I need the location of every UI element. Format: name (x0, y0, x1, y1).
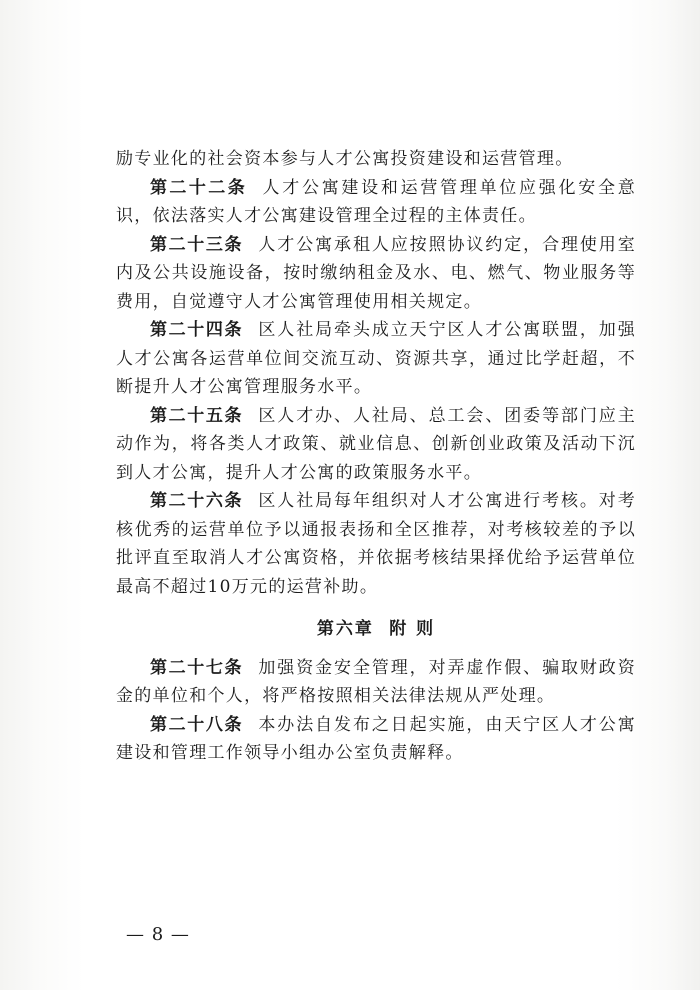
chapter-title: 附 则 (389, 619, 436, 639)
article-28 (116, 711, 636, 768)
article-number: 第二十三条 (150, 234, 244, 255)
article-text: 加强资金安全管理，对弄虚作假、骗取财政资金的单位和个人，将严格按照相关法律法规从严处理。 (116, 657, 637, 706)
article-text: 人才公寓承租人应按照协议约定，合理使用室内及公共设施设备，按时缴纳租金及水、电、燃气、物业服务等费用，自觉遵守人才公寓管理使用相关规定。 (116, 234, 637, 312)
article-text: 本办法自发布之日起实施，由天宁区人才公寓建设和管理工作领导小组办公室负责解释。 (116, 714, 637, 763)
article-22 (116, 174, 636, 231)
chapter-heading (116, 615, 636, 644)
article-27 (116, 654, 636, 711)
article-25 (116, 402, 636, 488)
article-24 (116, 316, 636, 402)
chapter-number: 第六章 (316, 619, 374, 639)
article-text: 人才公寓建设和运营管理单位应强化安全意识，依法落实人才公寓建设管理全过程的主体责任。 (116, 177, 637, 226)
article-number: 第二十八条 (150, 714, 244, 735)
article-text: 区人社局牵头成立天宁区人才公寓联盟，加强人才公寓各运营单位间交流互动、资源共享，通过比学赶超，不断提升人才公寓管理服务水平。 (116, 320, 637, 397)
page-number: — 8 — (126, 924, 190, 945)
article-text: 区人社局每年组织对人才公寓进行考核。对考核优秀的运营单位予以通报表扬和全区推荐，对考核较差的予以批评直至取消人才公寓资格，并依据考核结果择优给予运营单位最高不超过10万元的运营补助。 (116, 491, 637, 597)
article-number: 第二十六条 (150, 491, 244, 511)
article-number: 第二十五条 (150, 405, 244, 426)
article-number: 第二十四条 (150, 320, 244, 340)
article-23 (116, 231, 636, 317)
continuation-paragraph: 励专业化的社会资本参与人才公寓投资建设和运营管理。 (116, 149, 574, 169)
article-number: 第二十二条 (150, 177, 248, 198)
document-body (116, 145, 636, 768)
article-number: 第二十七条 (150, 657, 244, 678)
article-text: 区人才办、人社局、总工会、团委等部门应主动作为，将各类人才政策、就业信息、创新创业政策及活动下沉到人才公寓，提升人才公寓的政策服务水平。 (116, 405, 637, 483)
article-26 (116, 487, 636, 601)
